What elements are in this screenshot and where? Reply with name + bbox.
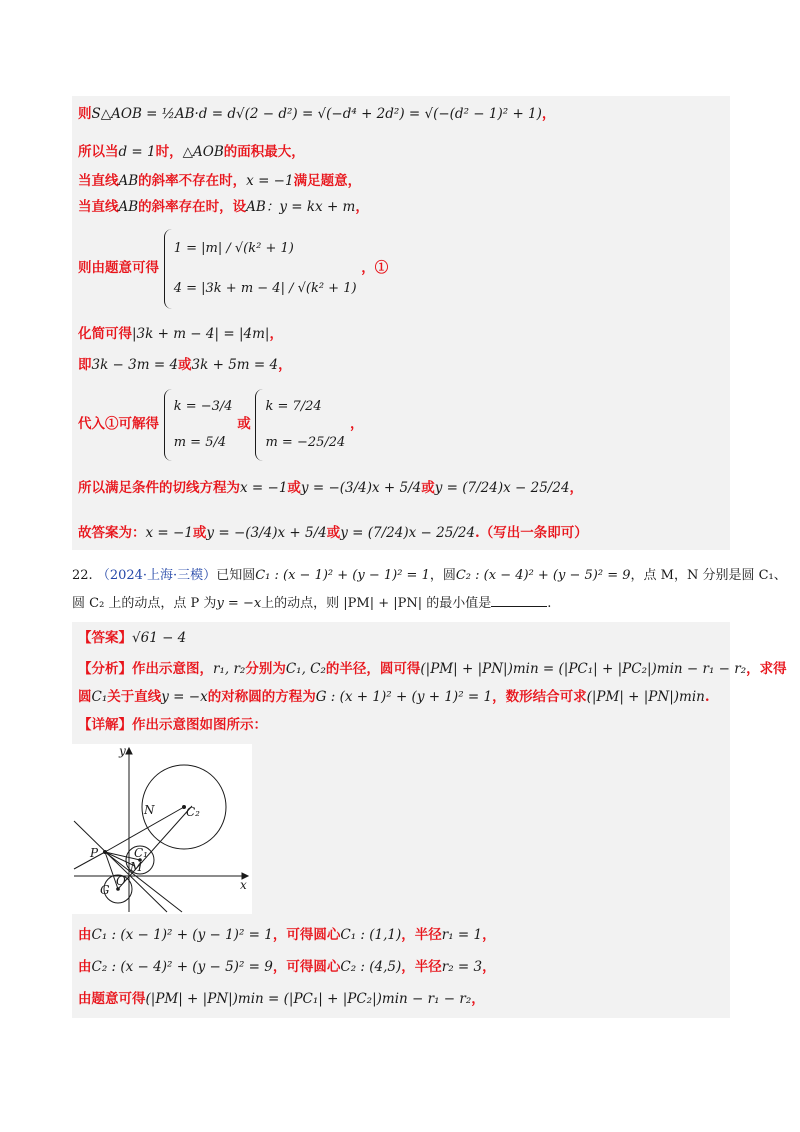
math: r₁ = 1 (441, 927, 483, 943)
text: ， (350, 416, 364, 432)
math: y = −(3/4)x + 5/4 (206, 525, 327, 541)
text: 或 (178, 357, 192, 373)
text: 或 (287, 480, 301, 496)
solution-line-cases (78, 355, 292, 375)
question-number: 22. (72, 568, 93, 583)
brace (164, 389, 172, 461)
solution-line-answer (78, 523, 588, 543)
solution-line-slope (78, 197, 369, 217)
math: x = −1 (240, 480, 288, 496)
text: ，半径 (401, 959, 442, 975)
answer-label: 【答案】 (78, 630, 132, 646)
math: 3k + 5m = 4 (191, 357, 279, 373)
text: ，可得圆心 (272, 927, 341, 943)
analysis-line-1 (78, 659, 787, 679)
math: y = −(3/4)x + 5/4 (300, 480, 422, 496)
y-axis-arrow (126, 748, 132, 754)
label-x: x (240, 878, 247, 892)
text: ，① (361, 260, 389, 276)
math: 3k − 3m = 4 (91, 357, 179, 373)
text: 或 (326, 525, 341, 541)
math: y = −x (216, 596, 262, 611)
text: 由 (78, 927, 92, 943)
text: 由题意可得 (78, 991, 146, 1007)
text: ， (482, 959, 496, 975)
solution-line-max (78, 142, 305, 162)
solution-line-system (78, 226, 388, 310)
question-source: （2024·上海·三模） (96, 568, 217, 583)
math: C₂ : (4,5) (340, 959, 402, 975)
text: ， (355, 199, 369, 215)
solution-system-2 (255, 389, 345, 461)
text: 已知圆 (216, 568, 256, 583)
text: 的对称圆的方程为 (207, 689, 316, 705)
text: 作出示意图如图所示： (132, 717, 267, 733)
system-row: m = −25/24 (265, 434, 346, 450)
answer-value: √61 − 4 (132, 630, 187, 646)
text: 的半径，圆可得 (325, 661, 421, 677)
text: ，数形结合可求 (492, 689, 587, 705)
math: d = 1 (118, 144, 156, 160)
math: y = −x (161, 689, 208, 705)
label-c1: C₁ (134, 846, 148, 860)
text: ， (569, 480, 584, 496)
text: 由 (78, 959, 92, 975)
text: 关于直线 (107, 689, 162, 705)
question-22-line2 (72, 594, 551, 614)
text: ，求得 (746, 661, 787, 677)
math: y = (7/24)x − 25/24 (434, 480, 570, 496)
solution-line-area (78, 104, 555, 124)
math: C₁ : (x − 1)² + (y − 1)² = 1 (255, 568, 430, 583)
text: ，可得圆心 (272, 959, 341, 975)
text: 或 (237, 416, 251, 432)
text: 上的动点，则 |PM| + |PN| 的最小值是 (261, 596, 492, 611)
text: 的斜率存在时，设 (138, 199, 247, 215)
answer-line (78, 628, 186, 648)
text: ，圆 (429, 568, 456, 583)
text: 所以满足条件的切线方程为 (78, 480, 240, 496)
text: 作出示意图， (132, 661, 213, 677)
text: ， (278, 357, 292, 373)
system-row: 4 = |3k + m − 4| / √(k² + 1) (173, 280, 357, 296)
label-c2: C₂ (186, 805, 200, 819)
text: 或 (421, 480, 435, 496)
math: (|PM| + |PN|)min = (|PC₁| + |PC₂|)min − r₁ − r₂ (145, 991, 472, 1007)
math: C₁ (91, 689, 108, 705)
label-m: M (130, 860, 143, 874)
label-p: P (90, 846, 99, 860)
math: AB (118, 199, 139, 215)
text: .（写出一条即可） (475, 525, 588, 541)
solution-line-solve (78, 386, 364, 462)
detail-line-min (78, 989, 485, 1009)
math: y = (7/24)x − 25/24 (340, 525, 476, 541)
math: r₁, r₂ (213, 661, 246, 677)
answer-blank (491, 594, 547, 607)
label-o: O (116, 874, 126, 888)
text: 的面积最大， (223, 144, 305, 160)
text: ， (541, 106, 556, 122)
solution-system-1 (164, 389, 233, 461)
math: C₂ : (x − 4)² + (y − 5)² = 9 (91, 959, 273, 975)
math: x = −1 (145, 525, 193, 541)
text: 则由题意可得 (78, 260, 159, 276)
math: |3k + m − 4| = |4m| (132, 326, 270, 342)
area-formula: S△AOB = ½AB·d = d√(2 − d²) = √(−d⁴ + 2d²) = √(−(d² − 1)² + 1) (91, 106, 542, 122)
text: . (704, 689, 710, 705)
geometry-figure (72, 744, 252, 914)
system-row: 1 = |m| / √(k² + 1) (173, 240, 294, 256)
text: 所以当 (78, 144, 119, 160)
math: r₂ = 3 (441, 959, 483, 975)
math: △AOB (182, 144, 224, 160)
text: 故答案为： (78, 525, 146, 541)
solution-line-tangents (78, 478, 583, 498)
text: 当直线 (78, 199, 119, 215)
solution-line-simplify (78, 324, 283, 344)
text: ， (471, 991, 485, 1007)
label-g: G (100, 883, 110, 897)
detail-line-c1 (78, 925, 496, 945)
math: AB： (246, 199, 280, 215)
math: (|PM| + |PN|)min = (|PC₁| + |PC₂|)min − r₁ − r₂ (420, 661, 747, 677)
detail-label: 【详解】 (78, 717, 132, 733)
system-row: k = −3/4 (173, 398, 233, 414)
text: 化简可得 (78, 326, 132, 342)
math: AB (118, 173, 139, 189)
detail-line-c2 (78, 957, 496, 977)
solution-line-vertical (78, 171, 361, 191)
math: y = kx + m (279, 199, 356, 215)
text: ，半径 (401, 927, 442, 943)
brace (255, 389, 263, 461)
text: 则 (78, 106, 92, 122)
detail-line (78, 715, 267, 735)
analysis-label: 【分析】 (78, 661, 132, 677)
text: ，点 M，N 分别是圆 C₁、 (630, 568, 787, 583)
math: x = −1 (246, 173, 294, 189)
text: 或 (192, 525, 207, 541)
text: 圆 (78, 689, 92, 705)
math: (|PM| + |PN|)min (586, 689, 705, 705)
label-n: N (144, 803, 155, 817)
math: C₁ : (1,1) (340, 927, 402, 943)
question-22-line1 (72, 566, 787, 586)
text: . (547, 596, 552, 611)
system-row: k = 7/24 (265, 398, 322, 414)
analysis-line-2 (78, 687, 710, 707)
math: C₁, C₂ (285, 661, 326, 677)
text: ， (482, 927, 496, 943)
math: C₂ : (x − 4)² + (y − 5)² = 9 (455, 568, 631, 583)
text: 当直线 (78, 173, 119, 189)
text: 圆 C₂ 上的动点，点 P 为 (72, 596, 217, 611)
text: 满足题意， (293, 173, 362, 189)
system-row: m = 5/4 (173, 434, 227, 450)
label-y: y (119, 744, 126, 758)
math: G : (x + 1)² + (y + 1)² = 1 (315, 689, 493, 705)
text: 代入①可解得 (78, 416, 159, 432)
text: 时， (155, 144, 183, 160)
point-p (103, 850, 107, 854)
text: 的斜率不存在时， (138, 173, 247, 189)
equation-system (164, 229, 357, 309)
text: ， (269, 326, 283, 342)
math: C₁ : (x − 1)² + (y − 1)² = 1 (91, 927, 273, 943)
text: 即 (78, 357, 92, 373)
brace (164, 229, 172, 309)
text: 分别为 (245, 661, 286, 677)
